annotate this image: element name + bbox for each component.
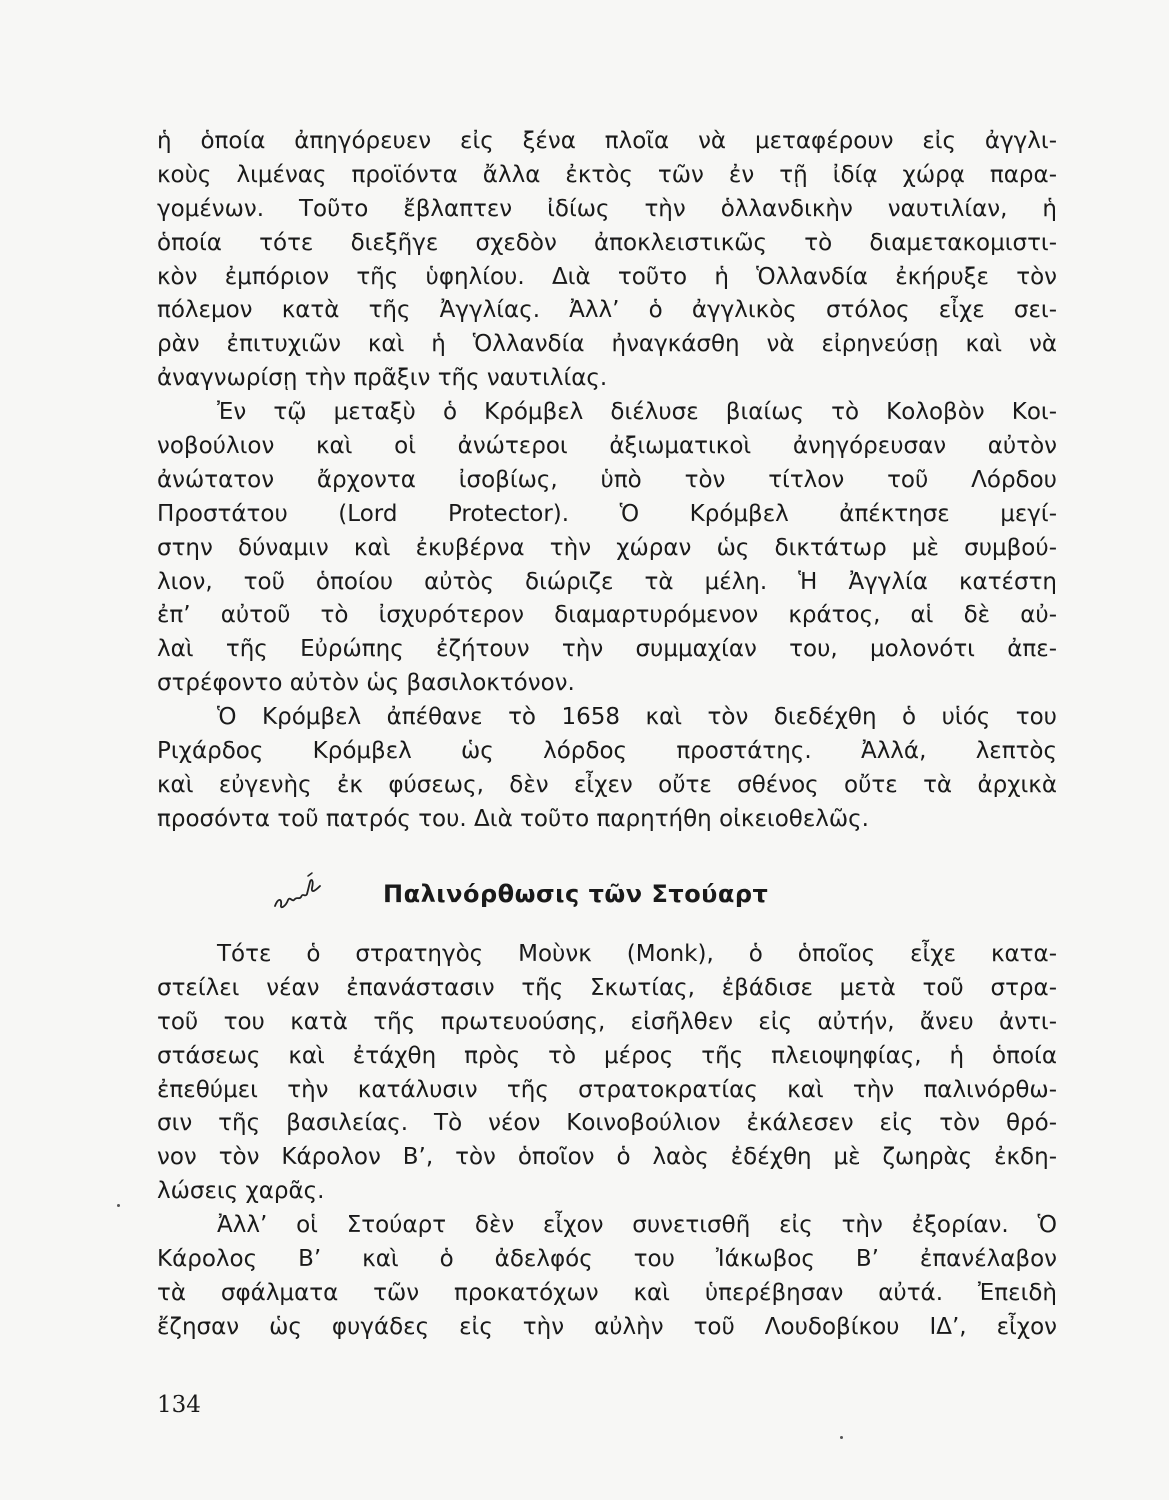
text-line: σιν τῆς βασιλείας. Τὸ νέον Κοινοβούλιον ἐκάλεσεν εἰς τὸν θρό- (157, 1110, 1057, 1137)
text-line: ἐπεθύμει τὴν κατάλυσιν τῆς στρατοκρατίας καὶ τὴν παλινόρθω- (157, 1076, 1057, 1103)
text-line: ἡ ὁποία ἀπηγόρευεν εἰς ξένα πλοῖα νὰ μεταφέρουν εἰς ἀγγλι- (157, 128, 1057, 154)
page-number: 134 (157, 1392, 201, 1418)
text-line: Ὁ Κρόμβελ ἀπέθανε τὸ 1658 καὶ τὸν διεδέχθη ὁ υἱός του (217, 704, 1057, 731)
text-block-lower (157, 938, 1057, 1345)
text-line: πόλεμον κατὰ τῆς Ἀγγλίας. Ἀλλ’ ὁ ἀγγλικὸς στόλος εἶχε σει- (157, 297, 1057, 324)
text-line: λιον, τοῦ ὁποίου αὐτὸς διώριζε τὰ μέλη. Ἡ Ἀγγλία κατέστη (157, 568, 1057, 595)
paper-speck (840, 1436, 843, 1439)
text-line: Κάρολος Β’ καὶ ὁ ἀδελφός του Ἰάκωβος Β’ ἐπανέλαβον (157, 1246, 1057, 1273)
text-line: τὰ σφάλματα τῶν προκατόχων καὶ ὑπερέβησαν αὐτά. Ἐπειδὴ (157, 1279, 1057, 1306)
text-line: τοῦ του κατὰ τῆς πρωτευούσης, εἰσῆλθεν εἰς αὐτήν, ἄνευ ἀντι- (157, 1008, 1057, 1035)
text-line: λώσεις χαρᾶς. (157, 1178, 325, 1205)
text-line: λαὶ τῆς Εὐρώπης ἐζήτουν τὴν συμμαχίαν του, μολονότι ἀπε- (157, 636, 1057, 663)
section-heading: Παλινόρθωσις τῶν Στούαρτ (383, 880, 769, 908)
paper-speck (117, 1204, 120, 1207)
text-line: ἔζησαν ὡς φυγάδες εἰς τὴν αὐλὴν τοῦ Λουδοβίκου ΙΔ’, εἶχον (157, 1313, 1057, 1340)
text-line: ρὰν ἐπιτυχιῶν καὶ ἡ Ὁλλανδία ἠναγκάσθη νὰ εἰρηνεύσῃ καὶ νὰ (157, 331, 1057, 358)
text-line: στην δύναμιν καὶ ἐκυβέρνα τὴν χώραν ὡς δικτάτωρ μὲ συμβού- (157, 534, 1057, 561)
handwritten-annotation (272, 870, 324, 914)
text-line: στρέφοντο αὐτὸν ὡς βασιλοκτόνον. (157, 670, 575, 697)
text-line: Ἐν τῷ μεταξὺ ὁ Κρόμβελ διέλυσε βιαίως τὸ Κολοβὸν Κοι- (217, 399, 1057, 426)
text-line: γομένων. Τοῦτο ἔβλαπτεν ἰδίως τὴν ὁλλανδικὴν ναυτιλίαν, ἡ (157, 195, 1057, 222)
text-line: Τότε ὁ στρατηγὸς Μοὺνκ (Monk), ὁ ὁποῖος εἶχε κατα- (217, 941, 1057, 967)
text-line: Ἀλλ’ οἱ Στούαρτ δὲν εἶχον συνετισθῆ εἰς τὴν ἐξορίαν. Ὁ (217, 1212, 1057, 1239)
text-line: προσόντα τοῦ πατρός του. Διὰ τοῦτο παρητήθη οἰκειοθελῶς. (157, 805, 869, 832)
text-line: ὁποία τότε διεξῆγε σχεδὸν ἀποκλειστικῶς τὸ διαμετακομιστι- (157, 229, 1057, 256)
text-line: ἀναγνωρίσῃ τὴν πρᾶξιν τῆς ναυτιλίας. (157, 365, 608, 392)
text-block-upper (157, 125, 1057, 837)
text-line: νον τὸν Κάρολον Β’, τὸν ὁποῖον ὁ λαὸς ἐδέχθη μὲ ζωηρὰς ἐκδη- (157, 1144, 1057, 1171)
text-line: ἐπ’ αὐτοῦ τὸ ἰσχυρότερον διαμαρτυρόμενον κράτος, αἱ δὲ αὐ- (157, 602, 1057, 629)
text-line: στάσεως καὶ ἐτάχθη πρὸς τὸ μέρος τῆς πλειοψηφίας, ἡ ὁποία (157, 1042, 1057, 1069)
text-line: ἀνώτατον ἄρχοντα ἰσοβίως, ὑπὸ τὸν τίτλον τοῦ Λόρδου (157, 466, 1057, 493)
text-line: κοὺς λιμένας προϊόντα ἄλλα ἐκτὸς τῶν ἐν τῇ ἰδίᾳ χώρᾳ παρα- (157, 161, 1057, 188)
text-line: Προστάτου (Lord Protector). Ὁ Κρόμβελ ἀπέκτησε μεγί- (157, 500, 1057, 527)
text-line: Ριχάρδος Κρόμβελ ὡς λόρδος προστάτης. Ἀλλά, λεπτὸς (157, 738, 1057, 765)
text-line: κὸν ἐμπόριον τῆς ὑφηλίου. Διὰ τοῦτο ἡ Ὁλλανδία ἐκήρυξε τὸν (157, 263, 1057, 290)
text-line: καὶ εὐγενὴς ἐκ φύσεως, δὲν εἶχεν οὔτε σθένος οὔτε τὰ ἀρχικὰ (157, 771, 1057, 798)
text-line: στείλει νέαν ἐπανάστασιν τῆς Σκωτίας, ἐβάδισε μετὰ τοῦ στρα- (157, 974, 1057, 1001)
text-line: νοβούλιον καὶ οἱ ἀνώτεροι ἀξιωματικοὶ ἀνηγόρευσαν αὐτὸν (157, 433, 1057, 460)
